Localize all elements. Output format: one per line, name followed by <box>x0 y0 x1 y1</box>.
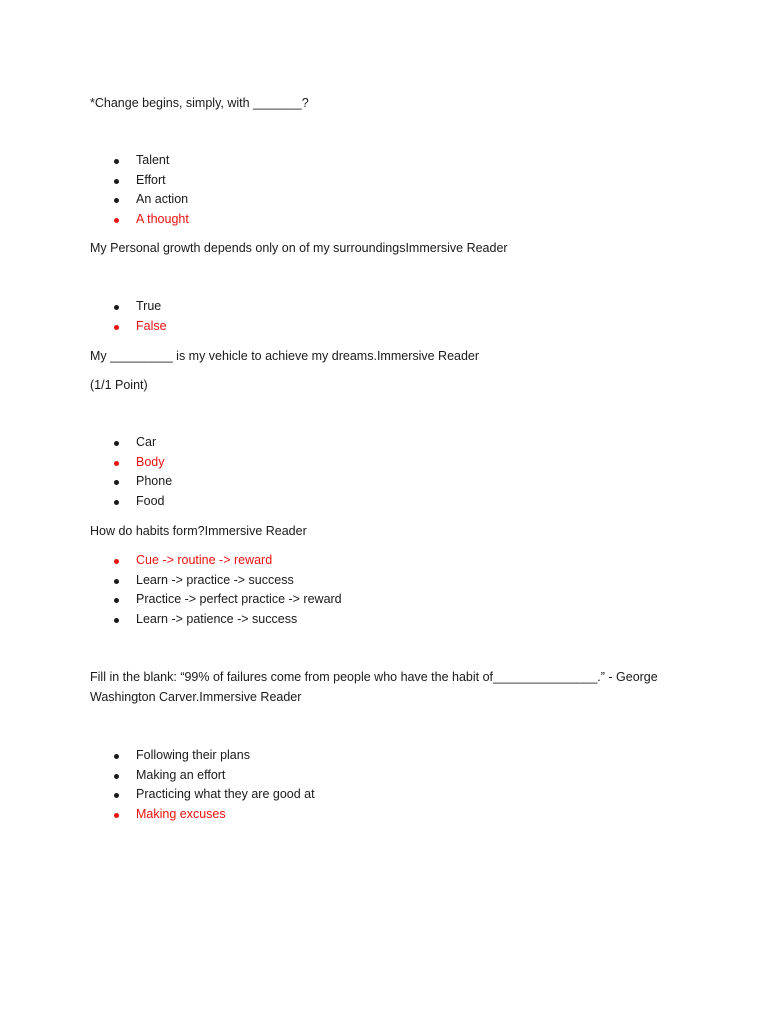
option-cue-routine-reward-correct: Cue -> routine -> reward <box>90 551 342 571</box>
question-4-options <box>90 551 342 629</box>
question-4-text: How do habits form?Immersive Reader <box>90 524 307 538</box>
question-2-options <box>90 297 167 336</box>
option-phone: Phone <box>90 472 172 492</box>
option-following-their-plans: Following their plans <box>90 746 315 766</box>
question-3-text: My _________ is my vehicle to achieve my dreams.Immersive Reader <box>90 349 480 363</box>
question-3-points: (1/1 Point) <box>90 378 148 392</box>
option-learn-practice-success: Learn -> practice -> success <box>90 571 342 591</box>
option-effort: Effort <box>90 171 189 191</box>
option-making-an-effort: Making an effort <box>90 766 315 786</box>
option-practice-perfect-practice-reward: Practice -> perfect practice -> reward <box>90 590 342 610</box>
option-a-thought-correct: A thought <box>90 210 189 230</box>
option-talent: Talent <box>90 151 189 171</box>
option-an-action: An action <box>90 190 189 210</box>
question-5-options <box>90 746 315 824</box>
option-true: True <box>90 297 167 317</box>
option-false-correct: False <box>90 317 167 337</box>
option-body-correct: Body <box>90 453 172 473</box>
question-3-options <box>90 433 172 511</box>
option-practicing-what-they-are-good-at: Practicing what they are good at <box>90 785 315 805</box>
question-1-text: *Change begins, simply, with _______? <box>90 96 309 110</box>
question-2-text: My Personal growth depends only on of my surroundingsImmersive Reader <box>90 241 508 255</box>
question-5-text: Fill in the blank: “99% of failures come from people who have the habit of_______________.” - George Washington Carver.Immersive Reader <box>90 670 658 704</box>
question-1-options <box>90 151 189 229</box>
option-learn-patience-success: Learn -> patience -> success <box>90 610 342 630</box>
option-making-excuses-correct: Making excuses <box>90 805 315 825</box>
option-food: Food <box>90 492 172 512</box>
option-car: Car <box>90 433 172 453</box>
